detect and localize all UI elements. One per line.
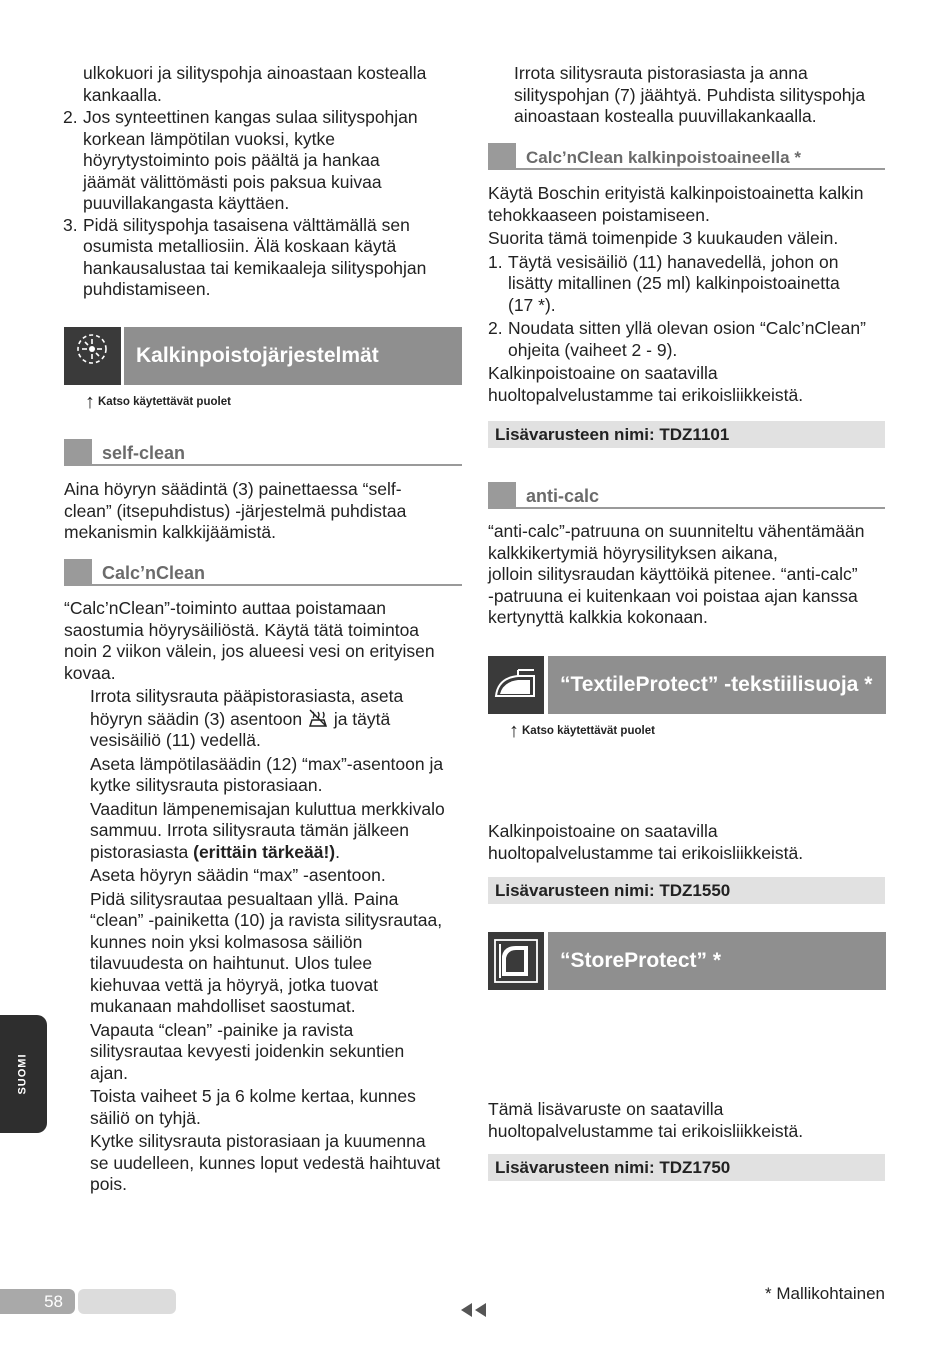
section-header-textileprotect [488, 656, 886, 714]
step-8: Kytke silitysrauta pistorasiaan ja kuumenna se uudelleen, kunnes loput vedestä haihtuvat pois. [90, 1131, 441, 1194]
section-title: “StoreProtect” * [548, 932, 886, 990]
footnote: * Mallikohtainen [764, 1284, 885, 1303]
calcnclean-intro: “Calc’nClean”-toiminto auttaa poistamaan saostumia höyrysäiliöstä. Käytä tätä toimintoa noin 2 viikon välein, jos alueesi vesi on erityisen kovaa. [64, 598, 435, 683]
section-title: “TextileProtect” -tekstiilisuoja * [548, 656, 886, 714]
iron-soleplate-icon [488, 656, 544, 714]
step-4: Aseta höyryn säädin “max” -asentoon. [90, 865, 386, 885]
subheading-anti-calc: anti-calc [488, 482, 885, 509]
intro-continued: ulkokuori ja silityspohja ainoastaan kostealla kankaalla. [83, 63, 427, 105]
step-7: Toista vaiheet 5 ja 6 kolme kertaa, kunnes säiliö on tyhjä. [90, 1086, 416, 1128]
accessory-name-tdz1750: Lisävarusteen nimi: TDZ1750 [488, 1154, 885, 1181]
right-intro: Irrota silitysrauta pistorasiasta ja anna silityspohjan (7) jäähtyä. Puhdista silityspohja ainoastaan kostealla puuvillakankaalla. [514, 63, 866, 126]
heading-marker [488, 143, 516, 170]
subheading-calcnclean-decalc: Calc’nClean kalkinpoistoaineella * [488, 143, 885, 170]
subheading-self-clean: self-clean [64, 439, 462, 466]
iron-storage-icon [488, 932, 544, 990]
language-side-tab: SUOMI [0, 1015, 47, 1133]
see-note: ↑ Katso käytettävät puolet [509, 720, 655, 742]
calcnclean-steps [90, 686, 468, 1198]
step-3: Vaaditun lämpenemisajan kuluttua merkkivalo sammuu. Irrota silitysrauta tämän jälkeen pistorasiasta (erittäin tärkeää!). [90, 798, 445, 862]
heading-marker [488, 482, 516, 509]
page-bar [78, 1289, 176, 1314]
cleaning-list [63, 107, 473, 301]
accessory-name-tdz1101: Lisävarusteen nimi: TDZ1101 [488, 421, 885, 448]
subheading-calcnclean: Calc’nClean [64, 559, 462, 586]
arrow-up-icon: ↑ [509, 720, 519, 742]
see-note: ↑ Katso käytettävät puolet [85, 391, 231, 413]
self-clean-text: Aina höyryn säädintä (3) painettaessa “self- clean” (itsepuhdistus) -järjestelmä puhdistaa mekanismin kalkkijäämistä. [64, 479, 407, 542]
decalc-text: Käytä Boschin erityistä kalkinpoistoainetta kalkin tehokkaaseen poistamiseen. Suorita tämä toimenpide 3 kuukauden välein. 1. Täytä vesisäiliö (11) hanavedellä, johon on lisätty mitallinen (25 ml) kalkinpoistoainetta (17 *). 2. Noudata sitten yllä olevan osion “Calc’nClean” ohjeita (vaiheet 2 - 9). Kalkinpoistoaine on saatavilla huoltopalvelustamme tai erikoisliikkeistä. [488, 183, 888, 406]
anti-calc-text: “anti-calc”-patruuna on suunniteltu vähentämään kalkkikertymiä höyrysilityksen aikana, jolloin silitysraudan käyttöikä pitenee. “anti-calc” -patruuna ei kuitenkaan voi poistaa ajan kanssa kertynyttä kalkkia kokonaan. [488, 521, 865, 627]
step-6: Vapauta “clean” -painike ja ravista silitysrautaa kevyesti joidenkin sekuntien ajan. [90, 1019, 405, 1083]
double-left-arrow-icon[interactable] [460, 1301, 488, 1325]
textileprotect-text: Kalkinpoistoaine on saatavilla huoltopalvelustamme tai erikoisliikkeistä. [488, 821, 804, 863]
section-header-storeprotect [488, 932, 886, 990]
page-number: 58 [0, 1289, 75, 1314]
decalc-system-icon [64, 327, 121, 385]
storeprotect-text: Tämä lisävaruste on saatavilla huoltopalvelustamme tai erikoisliikkeistä. [488, 1099, 804, 1141]
step-5: Pidä silitysrautaa pesualtaan yllä. Paina “clean” -painiketta (10) ja ravista silitysrautaa, kunnes noin yksi kolmasosa säiliön tilavuudesta on haihtunut. Ulos tulee kiehuvaa vettä ja höyryä, jotka tuovat mukanaan mahdolliset saostumat. [90, 888, 443, 1016]
accessory-name-tdz1550: Lisävarusteen nimi: TDZ1550 [488, 877, 885, 904]
step-2: Aseta lämpötilasäädin (12) “max”-asentoon ja kytke silitysrauta pistorasiaan. [90, 753, 444, 795]
arrow-up-icon: ↑ [85, 391, 95, 413]
section-header-decalc [64, 327, 462, 385]
step-1: Irrota silitysrauta pääpistorasiasta, aseta höyryn säädin (3) asentoon ja täytä vesisäiliö (11) vedellä. [90, 686, 404, 750]
heading-marker [64, 559, 92, 586]
list-item: 2. Jos synteettinen kangas sulaa silityspohjan korkean lämpötilan vuoksi, kytke höyrytystoiminto pois päältä ja hankaa jäämät välittömästi pois paksua kuivaa puuvillakangasta käyttäen. [63, 107, 418, 213]
steam-symbol-icon [307, 708, 329, 728]
section-title: Kalkinpoistojärjestelmät [124, 327, 462, 385]
list-item: 1. Täytä vesisäiliö (11) hanavedellä, johon on lisätty mitallinen (25 ml) kalkinpoistoainetta (17 *). [488, 251, 840, 315]
list-item: 2. Noudata sitten yllä olevan osion “Calc’nClean” ohjeita (vaiheet 2 - 9). [488, 318, 866, 360]
heading-marker [64, 439, 92, 466]
list-item: 3. Pidä silityspohja tasaisena välttämällä sen osumista metalliosiin. Älä koskaan käytä hankausalustaa tai kemikaaleja silityspohjan puhdistamiseen. [63, 214, 427, 299]
